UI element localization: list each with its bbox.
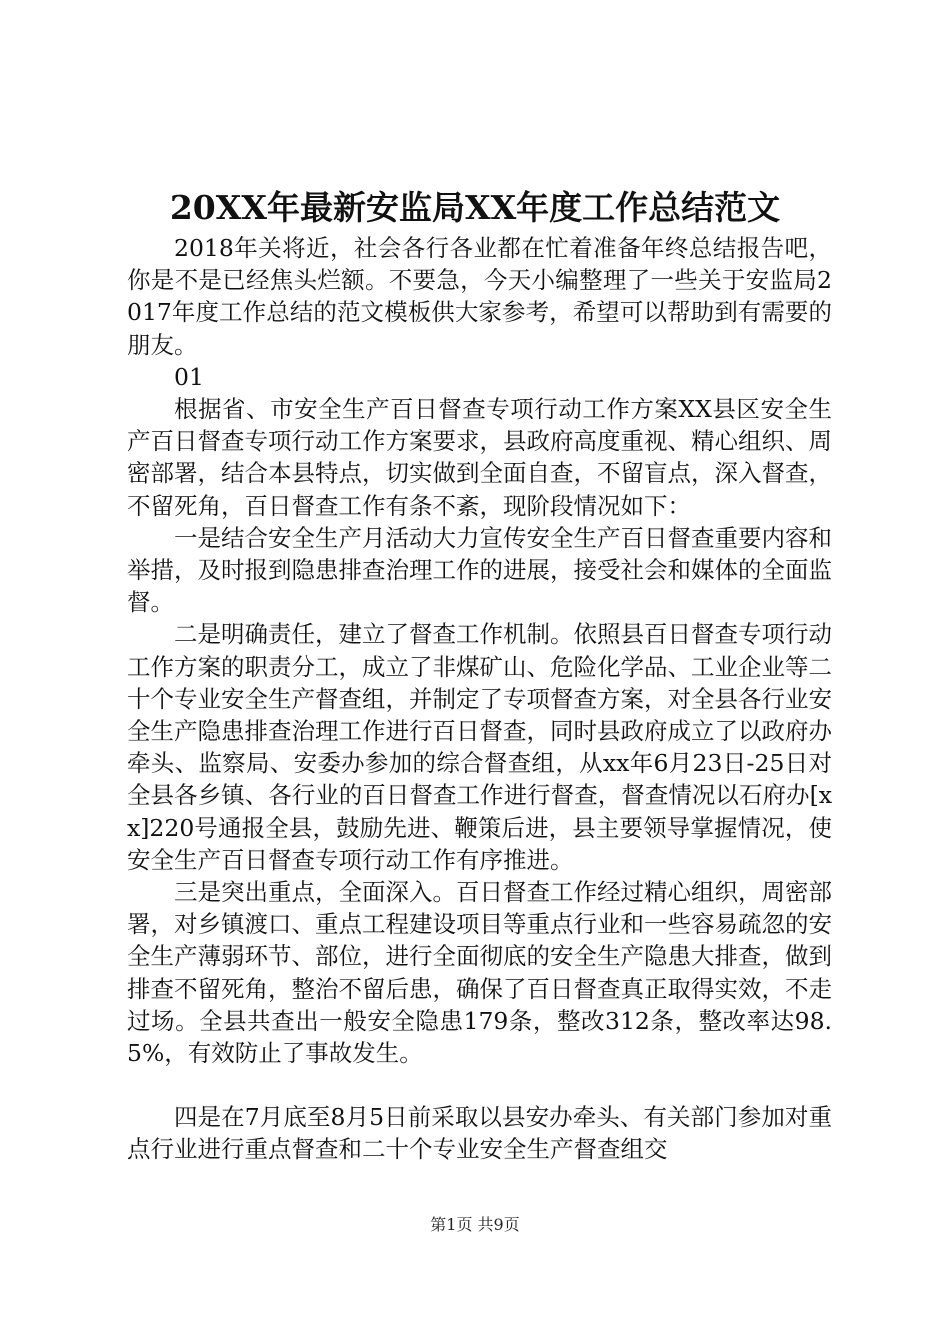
paragraph-point-1: 一是结合安全生产月活动大力宣传安全生产百日督查重要内容和举措，及时报到隐患排查治理工作的进展，接受社会和媒体的全面监督。 (127, 523, 832, 617)
paragraph-intro: 2018年关将近，社会各行各业都在忙着准备年终总结报告吧，你是不是已经焦头烂额。不要急，今天小编整理了一些关于安监局2017年度工作总结的范文模板供大家参考，希望可以帮助到有需要的朋友。 (127, 234, 832, 359)
paragraph-point-2: 二是明确责任，建立了督查工作机制。依照县百日督查专项行动工作方案的职责分工，成立了非煤矿山、危险化学品、工业企业等二十个专业安全生产督查组，并制定了专项督查方案，对全县各行业安全生产隐患排查治理工作进行百日督查，同时县政府成立了以政府办牵头、监察局、安委办参加的综合督查组，从xx年6月23日-25日对全县各乡镇、各行业的百日督查工作进行督查，督查情况以石府办[xx]220号通报全县，鼓励先进、鞭策后进，县主要领导掌握情况，使安全生产百日督查专项行动工作有序推进。 (127, 620, 832, 874)
page-footer: 第1页 共9页 (430, 1215, 520, 1234)
document-title: 20XX年最新安监局XX年度工作总结范文 (169, 188, 781, 227)
section-number: 01 (174, 362, 204, 391)
document-body (127, 232, 832, 1166)
paragraph-overview: 根据省、市安全生产百日督查专项行动工作方案XX县区安全生产百日督查专项行动工作方案要求，县政府高度重视、精心组织、周密部署，结合本县特点，切实做到全面自查，不留盲点，深入督查，不留死角，百日督查工作有条不紊，现阶段情况如下： (127, 395, 832, 520)
paragraph-point-4: 四是在7月底至8月5日前采取以县安办牵头、有关部门参加对重点行业进行重点督查和二十个专业安全生产督查组交 (127, 1103, 832, 1164)
paragraph-point-3: 三是突出重点，全面深入。百日督查工作经过精心组织，周密部署，对乡镇渡口、重点工程建设项目等重点行业和一些容易疏忽的安全生产薄弱环节、部位，进行全面彻底的安全生产隐患大排查，做到排查不留死角，整治不留后患，确保了百日督查真正取得实效，不走过场。全县共查出一般安全隐患179条，整改312条，整改率达98.5%，有效防止了事故发生。 (127, 878, 832, 1068)
